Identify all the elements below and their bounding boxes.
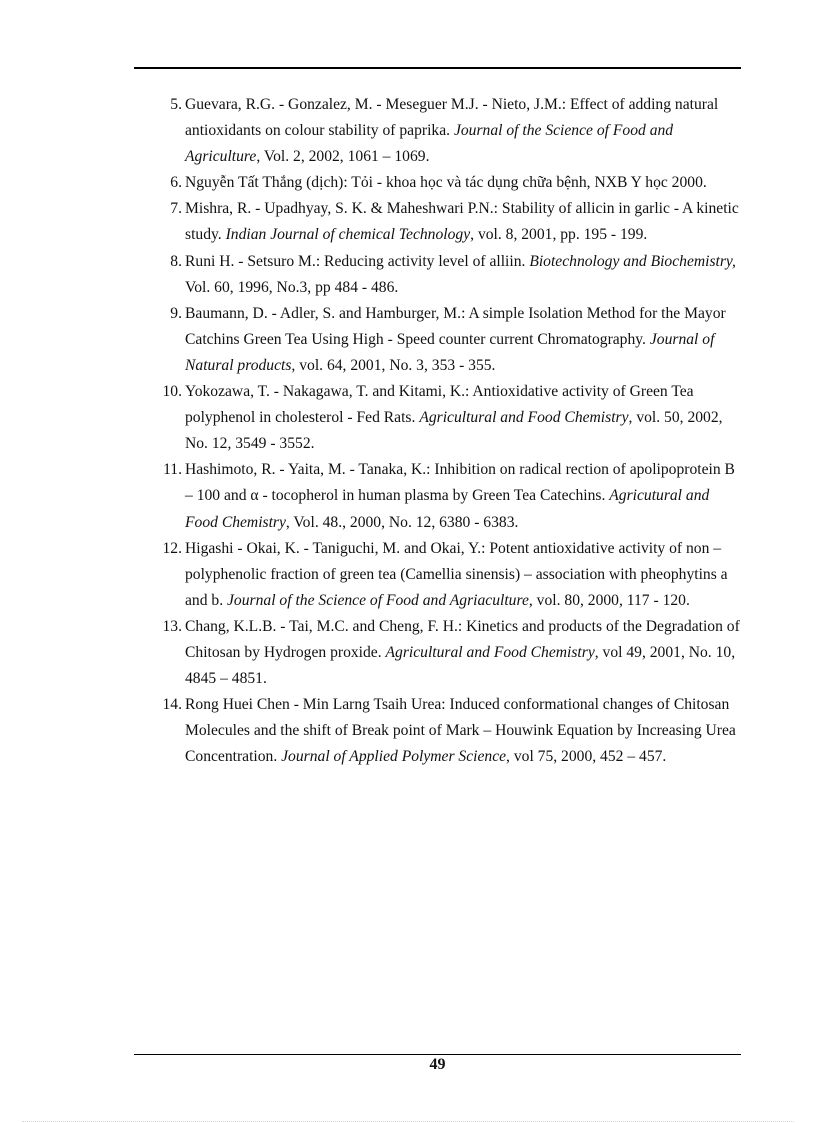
reference-item: [150, 249, 742, 301]
reference-journal: Journal of Natural products,: [185, 330, 715, 374]
reference-details: , vol 75, 2000, 452 – 457.: [506, 748, 667, 766]
reference-item: [150, 614, 742, 692]
reference-journal: Journal of the Science of Food and Agriculture: [185, 122, 674, 166]
reference-number: 7.: [170, 200, 182, 218]
reference-text: [185, 379, 742, 457]
reference-citation: Nguyễn Tất Thắng (dịch): Tỏi - khoa học và tác dụng chữa bệnh, NXB Y học 2000.: [185, 174, 707, 192]
header-rule: [134, 67, 741, 69]
reference-journal: Journal of the Science of Food and Agriaculture: [227, 591, 529, 609]
reference-text: [185, 249, 742, 301]
reference-item: [150, 692, 742, 770]
reference-details: , Vol. 48., 2000, No. 12, 6380 - 6383.: [285, 513, 519, 531]
reference-text: [185, 692, 742, 770]
reference-details: , vol. 8, 2001, pp. 195 - 199.: [470, 226, 648, 244]
reference-number: 12.: [162, 539, 182, 557]
reference-details: , vol. 80, 2000, 117 - 120.: [528, 591, 690, 609]
reference-number: 6.: [170, 174, 182, 192]
reference-details: , Vol. 2, 2002, 1061 – 1069.: [256, 148, 430, 166]
reference-citation: Hashimoto, R. - Yaita, M. - Tanaka, K.: Inhibition on radical rection of apolipoprotein B – 100 and α - tocopherol in human plasma by Green Tea Catechins.: [185, 461, 735, 505]
reference-number: 8.: [170, 252, 182, 270]
reference-text: [185, 170, 742, 196]
reference-journal: Biotechnology and Biochemistry,: [529, 252, 736, 270]
reference-number: 11.: [163, 461, 182, 479]
reference-citation: Runi H. - Setsuro M.: Reducing activity level of alliin.: [185, 252, 530, 270]
reference-number: 10.: [162, 383, 182, 401]
reference-number: 9.: [170, 304, 182, 322]
reference-text: [185, 614, 742, 692]
reference-journal: Indian Journal of chemical Technology: [225, 226, 471, 244]
reference-details: Vol. 60, 1996, No.3, pp 484 - 486.: [185, 278, 399, 296]
reference-citation: Chang, K.L.B. - Tai, M.C. and Cheng, F. H.: Kinetics and products of the Degradation of Chitosan by Hydrogen proxide.: [185, 617, 740, 661]
reference-citation: Guevara, R.G. - Gonzalez, M. - Meseguer M.J. - Nieto, J.M.: Effect of adding natural antioxidants on colour stability of paprika.: [185, 96, 719, 140]
reference-citation: Baumann, D. - Adler, S. and Hamburger, M.: A simple Isolation Method for the Mayor Catchins Green Tea Using High - Speed counter current Chromatography.: [185, 304, 726, 348]
reference-number: 5.: [170, 96, 182, 113]
reference-journal: Agricultural and Food Chemistry: [385, 643, 595, 661]
reference-item: [150, 379, 742, 457]
reference-citation: Yokozawa, T. - Nakagawa, T. and Kitami, K.: Antioxidative activity of Green Tea polyphenol in cholesterol - Fed Rats.: [185, 383, 694, 427]
reference-details: vol. 64, 2001, No. 3, 353 - 355.: [295, 356, 496, 374]
reference-text: [185, 457, 742, 535]
page-number: 49: [429, 1056, 446, 1073]
reference-journal: Agricultural and Food Chemistry: [419, 409, 629, 427]
reference-journal: Journal of Applied Polymer Science: [281, 748, 507, 766]
reference-number: 13.: [162, 617, 182, 635]
reference-text: [185, 92, 742, 170]
reference-item: [150, 196, 742, 248]
reference-journal: Agricutural and Food Chemistry: [185, 487, 710, 531]
reference-item: [150, 301, 742, 379]
reference-text: [185, 301, 742, 379]
reference-item: [150, 457, 742, 535]
reference-citation: Higashi - Okai, K. - Taniguchi, M. and Okai, Y.: Potent antioxidative activity of non – polyphenolic fraction of green tea (Camellia sinensis) – association with pheophytins a and b.: [185, 539, 728, 609]
reference-item: [150, 536, 742, 614]
reference-list: [150, 92, 742, 770]
reference-number: 14.: [162, 696, 182, 714]
reference-text: [185, 196, 742, 248]
reference-item: [150, 92, 742, 170]
footer-rule: [134, 1054, 741, 1055]
reference-citation: Rong Huei Chen - Min Larng Tsaih Urea: Induced conformational changes of Chitosan Molecules and the shift of Break point of Mark – Houwink Equation by Increasing Urea Concentration.: [185, 696, 736, 766]
reference-citation: Mishra, R. - Upadhyay, S. K. & Maheshwari P.N.: Stability of allicin in garlic - A kinetic study.: [185, 200, 739, 244]
reference-details: , vol 49, 2001, No. 10, 4845 – 4851.: [185, 643, 736, 688]
reference-text: [185, 536, 742, 614]
reference-item: [150, 170, 742, 196]
reference-details: , vol. 50, 2002, No. 12, 3549 - 3552.: [185, 409, 723, 453]
page-edge-divider: [22, 1121, 794, 1122]
